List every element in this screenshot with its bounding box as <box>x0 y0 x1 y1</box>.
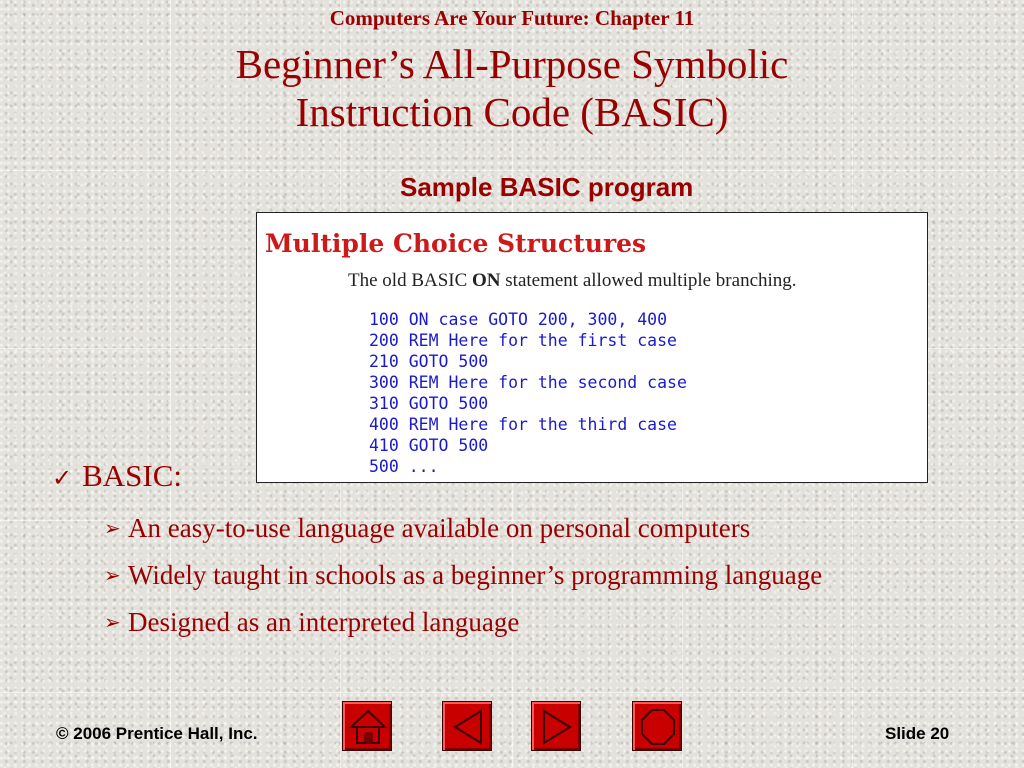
figure-caption: Sample BASIC program <box>400 172 694 202</box>
arrow-bullet-icon: ➢ <box>104 516 121 540</box>
slide-title-line-2: Instruction Code (BASIC) <box>295 89 729 135</box>
home-button[interactable] <box>342 701 392 751</box>
octagon-stop-icon <box>633 702 683 752</box>
sub-bullet-list <box>104 512 924 653</box>
next-slide-button[interactable] <box>531 701 581 751</box>
code-description-before: The old BASIC <box>348 270 473 291</box>
code-line: 400 REM Here for the third case <box>369 415 677 434</box>
sub-bullet-text: Designed as an interpreted language <box>128 607 520 637</box>
triangle-right-icon <box>532 702 582 752</box>
copyright-text: © 2006 Prentice Hall, Inc. <box>56 724 258 743</box>
chapter-title: Computers Are Your Future: Chapter 11 <box>329 6 695 30</box>
list-item <box>104 512 924 545</box>
main-bullet <box>52 458 182 494</box>
arrow-bullet-icon: ➢ <box>104 563 121 587</box>
code-line: 410 GOTO 500 <box>369 436 489 455</box>
slide-number: Slide 20 <box>885 724 950 743</box>
list-item <box>104 559 924 592</box>
code-description <box>348 270 797 292</box>
code-line: 210 GOTO 500 <box>369 352 489 371</box>
home-icon <box>343 702 393 752</box>
previous-slide-button[interactable] <box>442 701 492 751</box>
code-description-keyword: ON <box>472 270 501 291</box>
arrow-bullet-icon: ➢ <box>104 610 121 634</box>
checkmark-icon: ✓ <box>52 464 73 492</box>
end-show-button[interactable] <box>632 701 682 751</box>
code-listing <box>369 309 687 477</box>
code-heading: Multiple Choice Structures <box>265 229 647 258</box>
triangle-left-icon <box>443 702 493 752</box>
slide-title <box>0 40 1024 136</box>
list-item <box>104 606 924 639</box>
main-bullet-label: BASIC: <box>82 458 183 493</box>
slide-title-line-1: Beginner’s All-Purpose Symbolic <box>235 41 789 87</box>
code-line: 100 ON case GOTO 200, 300, 400 <box>369 310 668 329</box>
code-line: 200 REM Here for the first case <box>369 331 677 350</box>
sub-bullet-text: An easy-to-use language available on personal computers <box>128 513 751 543</box>
code-line: 500 ... <box>369 457 439 476</box>
code-line: 310 GOTO 500 <box>369 394 489 413</box>
code-description-after: statement allowed multiple branching. <box>500 270 797 291</box>
code-line: 300 REM Here for the second case <box>369 373 687 392</box>
code-sample-figure <box>256 212 928 483</box>
sub-bullet-text: Widely taught in schools as a beginner’s programming language <box>128 560 823 590</box>
